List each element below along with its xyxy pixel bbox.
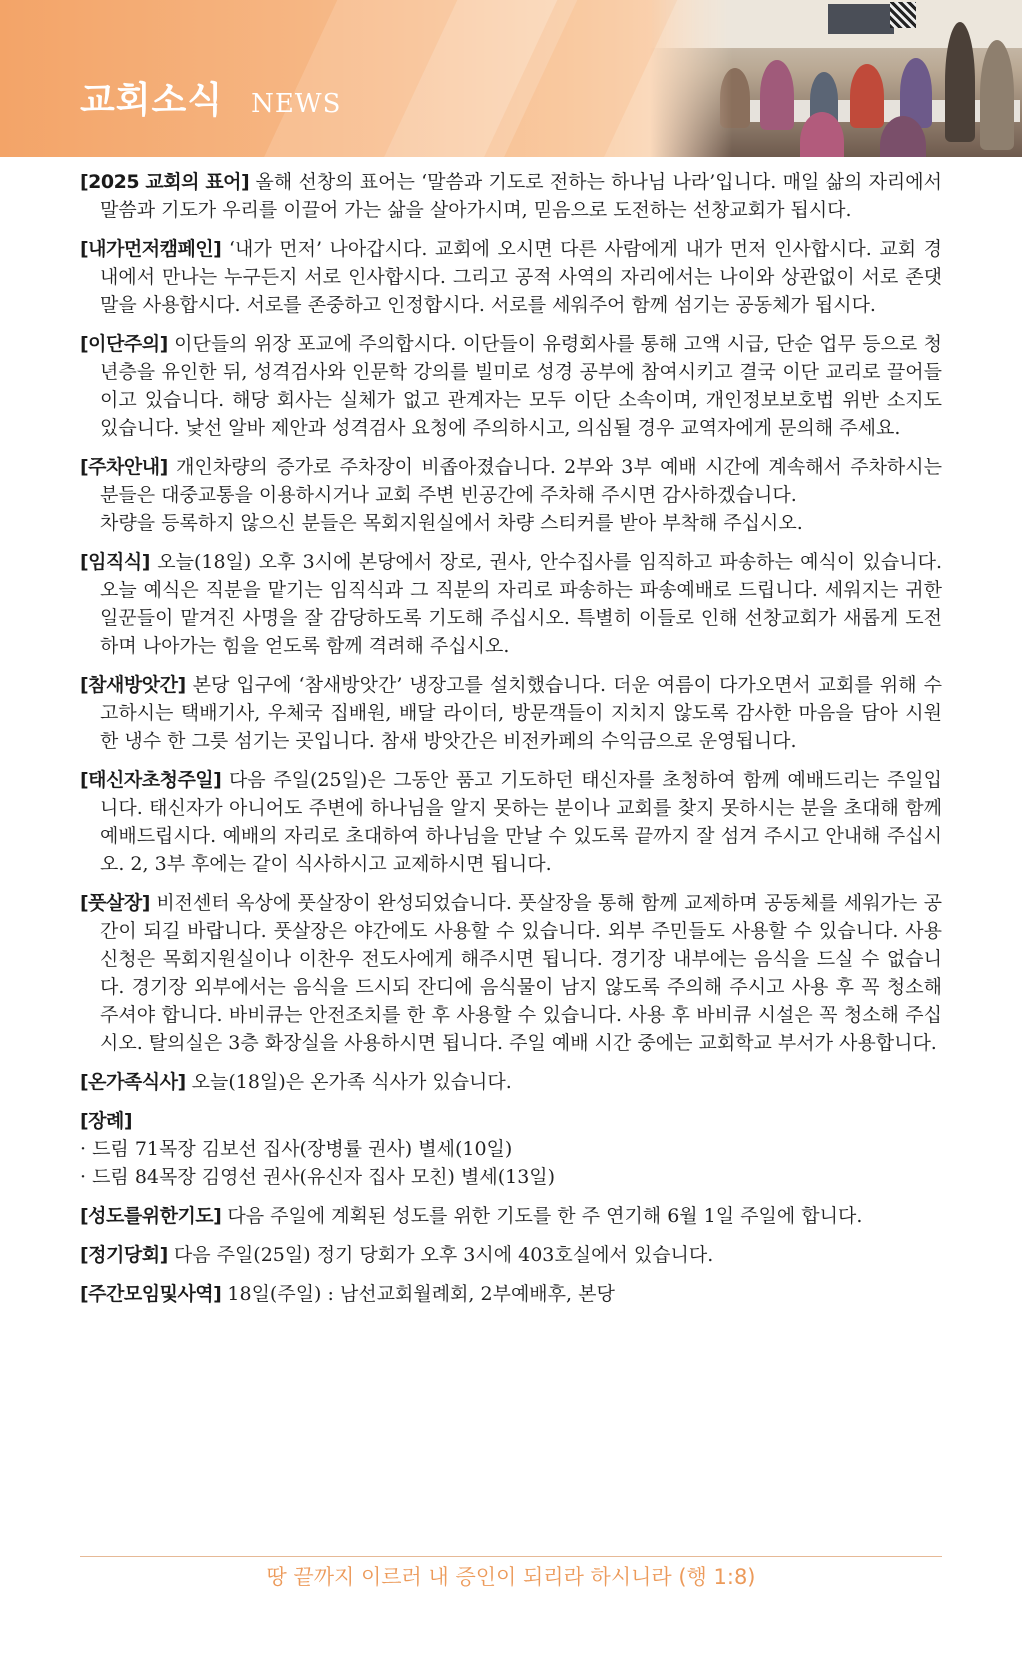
news-item — [80, 1202, 942, 1230]
news-item — [80, 548, 942, 660]
news-text: 이단들의 위장 포교에 주의합시다. 이단들이 유령회사를 통해 고액 시급, 단순 업무 등으로 청년층을 유인한 뒤, 성격검사와 인문학 강의를 빌미로 성경 공부에 참여시키고 결국 이단 교리로 끌어들이고 있습니다. 해당 회사는 실체가 없고 관계자는 모두 이단 소속이며, 개인정보보호법 위반 소지도 있습니다. 낯선 알바 제안과 성격검사 요청에 주의하시고, 의심될 경우 교역자에게 문의해 주세요. — [100, 333, 942, 439]
news-list — [80, 168, 942, 1096]
news-text: 다음 주일(25일)은 그동안 품고 기도하던 태신자를 초청하여 함께 예배드리는 주일입니다. 태신자가 아니어도 주변에 하나님을 알지 못하는 분이나 교회를 찾지 못하시는 분을 초대해 함께 예배드립시다. 예배의 자리로 초대하여 하나님을 만날 수 있도록 끝까지 잘 섬겨 주시고 안내해 주십시오. 2, 3부 후에는 같이 식사하시고 교제하시면 됩니다. — [100, 769, 942, 875]
news-header — [0, 0, 1022, 157]
news-tag: [장례] — [80, 1110, 133, 1132]
news-item — [80, 453, 942, 537]
news-tag: [온가족식사] — [80, 1071, 186, 1093]
news-item — [80, 168, 942, 224]
news-item — [80, 330, 942, 442]
news-tag: [이단주의] — [80, 333, 168, 355]
news-text: 오늘(18일)은 온가족 식사가 있습니다. — [185, 1071, 512, 1093]
section-title: 교회소식 — [80, 80, 224, 121]
news-tag: [주차안내] — [80, 456, 168, 478]
news-tag: [태신자초청주일] — [80, 769, 222, 791]
news-text: 오늘(18일) 오후 3시에 본당에서 장로, 권사, 안수집사를 임직하고 파송하는 예식이 있습니다. 오늘 예식은 직분을 맡기는 임직식과 그 직분의 자리로 파송하는 파송예배로 드립니다. 세워지는 귀한 일꾼들이 맡겨진 사명을 잘 감당하도록 기도해 주십시오. 특별히 이들로 인해 선창교회가 새롭게 도전하며 나아가는 힘을 얻도록 함께 격려해 주십시오. — [100, 551, 942, 657]
news-text: 올해 선창의 표어는 ‘말씀과 기도로 전하는 하나님 나라’입니다. 매일 삶의 자리에서 말씀과 기도가 우리를 이끌어 가는 삶을 살아가시며, 믿음으로 도전하는 선창교회가 됩시다. — [100, 171, 942, 221]
news-item — [80, 1241, 942, 1269]
news-text: 다음 주일(25일) 정기 당회가 오후 3시에 403호실에서 있습니다. — [167, 1244, 714, 1266]
news-text: 18일(주일) : 남선교회월례회, 2부예배후, 본당 — [221, 1283, 615, 1305]
news-tag: [성도를위한기도] — [80, 1205, 222, 1227]
news-list-secondary — [80, 1202, 942, 1308]
funeral-entry: · 드림 84목장 김영선 권사(유신자 집사 모친) 별세(13일) — [80, 1166, 556, 1188]
funeral-entry: · 드림 71목장 김보선 집사(장병률 권사) 별세(10일) — [80, 1138, 513, 1160]
section-title-english: NEWS — [251, 89, 342, 119]
news-item — [80, 766, 942, 878]
news-item — [80, 1280, 942, 1308]
news-tag: [2025 교회의 표어] — [80, 171, 250, 193]
news-item-funeral — [80, 1107, 942, 1191]
news-item — [80, 889, 942, 1057]
news-subtext: 차량을 등록하지 않으신 분들은 목회지원실에서 차량 스티커를 받아 부착해 주십시오. — [100, 512, 803, 534]
news-item — [80, 235, 942, 319]
news-item — [80, 671, 942, 755]
news-item — [80, 1068, 942, 1096]
news-text: ‘내가 먼저’ 나아갑시다. 교회에 오시면 다른 사람에게 내가 먼저 인사합시다. 교회 경내에서 만나는 누구든지 서로 인사합시다. 그리고 공적 사역의 자리에서는 나이와 상관없이 서로 존댓말을 사용합시다. 서로를 존중하고 인정합시다. 서로를 세워주어 함께 섬기는 공동체가 됩시다. — [100, 238, 942, 316]
congregation-photo — [650, 0, 1022, 157]
news-tag: [정기당회] — [80, 1244, 168, 1266]
news-tag: [주간모임및사역] — [80, 1283, 222, 1305]
footer-verse: 땅 끝까지 이르러 내 증인이 되리라 하시니라 (행 1:8) — [266, 1565, 756, 1589]
news-text: 개인차량의 증가로 주차장이 비좁아졌습니다. 2부와 3부 예배 시간에 계속해서 주차하시는 분들은 대중교통을 이용하시거나 교회 주변 빈공간에 주차해 주시면 감사하겠습니다. — [100, 456, 942, 506]
news-tag: [참새방앗간] — [80, 674, 186, 696]
news-text: 본당 입구에 ‘참새방앗간’ 냉장고를 설치했습니다. 더운 여름이 다가오면서 교회를 위해 수고하시는 택배기사, 우체국 집배원, 배달 라이더, 방문객들이 지치지 않도록 감사한 마음을 담아 시원한 냉수 한 그릇 섬기는 곳입니다. 참새 방앗간은 비전카페의 수익금으로 운영됩니다. — [100, 674, 942, 752]
news-tag: [풋살장] — [80, 892, 150, 914]
news-tag: [임직식] — [80, 551, 150, 573]
news-tag: [내가먼저캠페인] — [80, 238, 222, 260]
news-content — [80, 168, 942, 1319]
news-text: 다음 주일에 계획된 성도를 위한 기도를 한 주 연기해 6월 1일 주일에 합니다. — [221, 1205, 863, 1227]
footer-divider — [80, 1556, 942, 1557]
news-text: 비전센터 옥상에 풋살장이 완성되었습니다. 풋살장을 통해 함께 교제하며 공동체를 세워가는 공간이 되길 바랍니다. 풋살장은 야간에도 사용할 수 있습니다. 외부 주민들도 사용할 수 있습니다. 사용신청은 목회지원실이나 이찬우 전도사에게 해주시면 됩니다. 경기장 내부에는 음식을 드실 수 없습니다. 경기장 외부에서는 음식을 드시되 잔디에 음식물이 남지 않도록 주의해 주시고 사용 후 꼭 청소해 주셔야 합니다. 바비큐는 안전조치를 한 후 사용할 수 있습니다. 사용 후 바비큐 시설은 꼭 청소해 주십시오. 탈의실은 3층 화장실을 사용하시면 됩니다. 주일 예배 시간 중에는 교회학교 부서가 사용합니다. — [100, 892, 942, 1054]
